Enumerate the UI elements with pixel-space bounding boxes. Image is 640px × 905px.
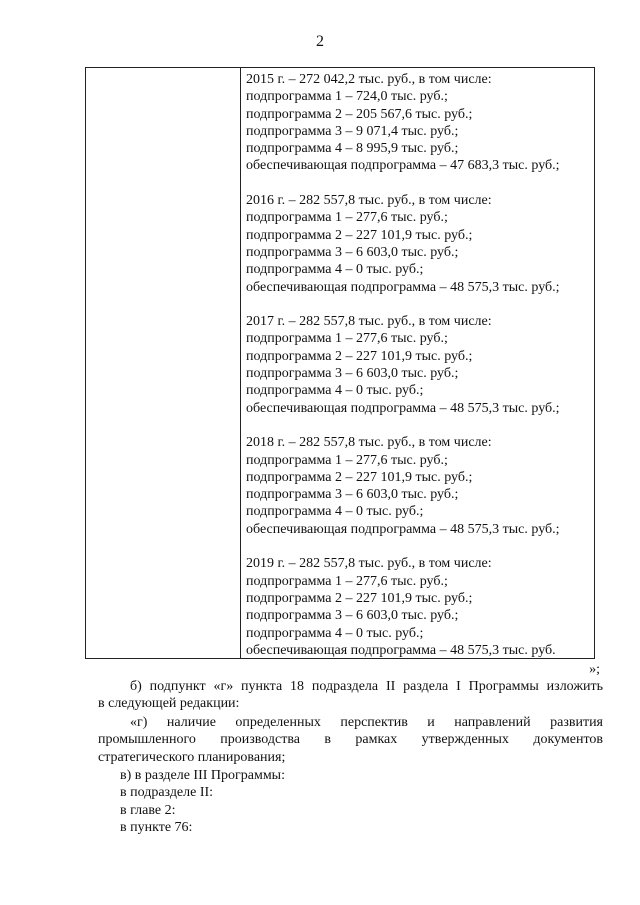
paragraph-v: [98, 767, 603, 836]
funding-year-header: 2019 г. – 282 557,8 тыс. руб., в том числе:: [246, 556, 492, 572]
clause-item: в пункте 76:: [120, 819, 193, 835]
paragraph-g-line3: стратегического планирования;: [98, 749, 286, 765]
funding-subprogram-line: подпрограмма 2 – 227 101,9 тыс. руб.;: [246, 348, 473, 364]
page-number: 2: [316, 33, 324, 50]
funding-subprogram-line: подпрограмма 2 – 227 101,9 тыс. руб.;: [246, 590, 473, 606]
funding-year-block: [246, 555, 594, 659]
paragraph-g-line2: промышленного производства в рамках утвержденных документов: [98, 732, 603, 748]
funding-year-block: [246, 313, 594, 417]
funding-table: [85, 67, 595, 659]
funding-subprogram-line: подпрограмма 2 – 227 101,9 тыс. руб.;: [246, 227, 473, 243]
paragraph-g: [98, 714, 603, 766]
funding-year-header: 2016 г. – 282 557,8 тыс. руб., в том числе:: [246, 193, 492, 209]
subsection-item: в подразделе II:: [120, 785, 214, 801]
funding-subprogram-line: подпрограмма 1 – 724,0 тыс. руб.;: [246, 89, 448, 105]
funding-subprogram-line: подпрограмма 4 – 0 тыс. руб.;: [246, 383, 424, 399]
closing-quote: »;: [589, 662, 600, 677]
funding-subprogram-line: подпрограмма 3 – 6 603,0 тыс. руб.;: [246, 487, 459, 503]
funding-subprogram-line: подпрограмма 3 – 6 603,0 тыс. руб.;: [246, 366, 459, 382]
funding-subprogram-line: подпрограмма 2 – 205 567,6 тыс. руб.;: [246, 106, 473, 122]
table-right-column: [241, 68, 594, 658]
paragraph-b-line1: б) подпункт «г» пункта 18 подраздела II раздела I Программы изложить: [130, 679, 603, 694]
funding-subprogram-line: обеспечивающая подпрограмма – 48 575,3 тыс. руб.;: [246, 521, 560, 537]
paragraph-b: [98, 678, 603, 713]
funding-year-block: [246, 192, 594, 296]
funding-subprogram-line: обеспечивающая подпрограмма – 48 575,3 тыс. руб.: [246, 642, 556, 658]
funding-subprogram-line: подпрограмма 1 – 277,6 тыс. руб.;: [246, 210, 448, 226]
funding-year-block: [246, 434, 594, 538]
funding-year-header: 2018 г. – 282 557,8 тыс. руб., в том числе:: [246, 435, 492, 451]
funding-year-header: 2017 г. – 282 557,8 тыс. руб., в том числе:: [246, 314, 492, 330]
funding-year-block: [246, 71, 594, 175]
paragraph-g-line1: «г) наличие определенных перспектив и направлений развития: [130, 715, 603, 730]
funding-subprogram-line: обеспечивающая подпрограмма – 47 683,3 тыс. руб.;: [246, 158, 560, 174]
table-left-column: [86, 68, 241, 658]
paragraph-v-text: в) в разделе III Программы:: [120, 768, 285, 783]
chapter-item: в главе 2:: [120, 802, 176, 818]
funding-subprogram-line: подпрограмма 1 – 277,6 тыс. руб.;: [246, 331, 448, 347]
funding-subprogram-line: обеспечивающая подпрограмма – 48 575,3 тыс. руб.;: [246, 279, 560, 295]
funding-year-header: 2015 г. – 272 042,2 тыс. руб., в том числе:: [246, 72, 492, 87]
funding-subprogram-line: подпрограмма 4 – 0 тыс. руб.;: [246, 504, 424, 520]
funding-subprogram-line: подпрограмма 4 – 8 995,9 тыс. руб.;: [246, 141, 459, 157]
funding-subprogram-line: подпрограмма 1 – 277,6 тыс. руб.;: [246, 452, 448, 468]
funding-subprogram-line: подпрограмма 4 – 0 тыс. руб.;: [246, 625, 424, 641]
funding-subprogram-line: обеспечивающая подпрограмма – 48 575,3 тыс. руб.;: [246, 400, 560, 416]
funding-subprogram-line: подпрограмма 1 – 277,6 тыс. руб.;: [246, 573, 448, 589]
funding-subprogram-line: подпрограмма 3 – 9 071,4 тыс. руб.;: [246, 123, 459, 139]
funding-subprogram-line: подпрограмма 4 – 0 тыс. руб.;: [246, 262, 424, 278]
paragraph-b-line2: в следующей редакции:: [98, 696, 240, 712]
funding-subprogram-line: подпрограмма 3 – 6 603,0 тыс. руб.;: [246, 244, 459, 260]
funding-subprogram-line: подпрограмма 2 – 227 101,9 тыс. руб.;: [246, 469, 473, 485]
funding-subprogram-line: подпрограмма 3 – 6 603,0 тыс. руб.;: [246, 608, 459, 624]
